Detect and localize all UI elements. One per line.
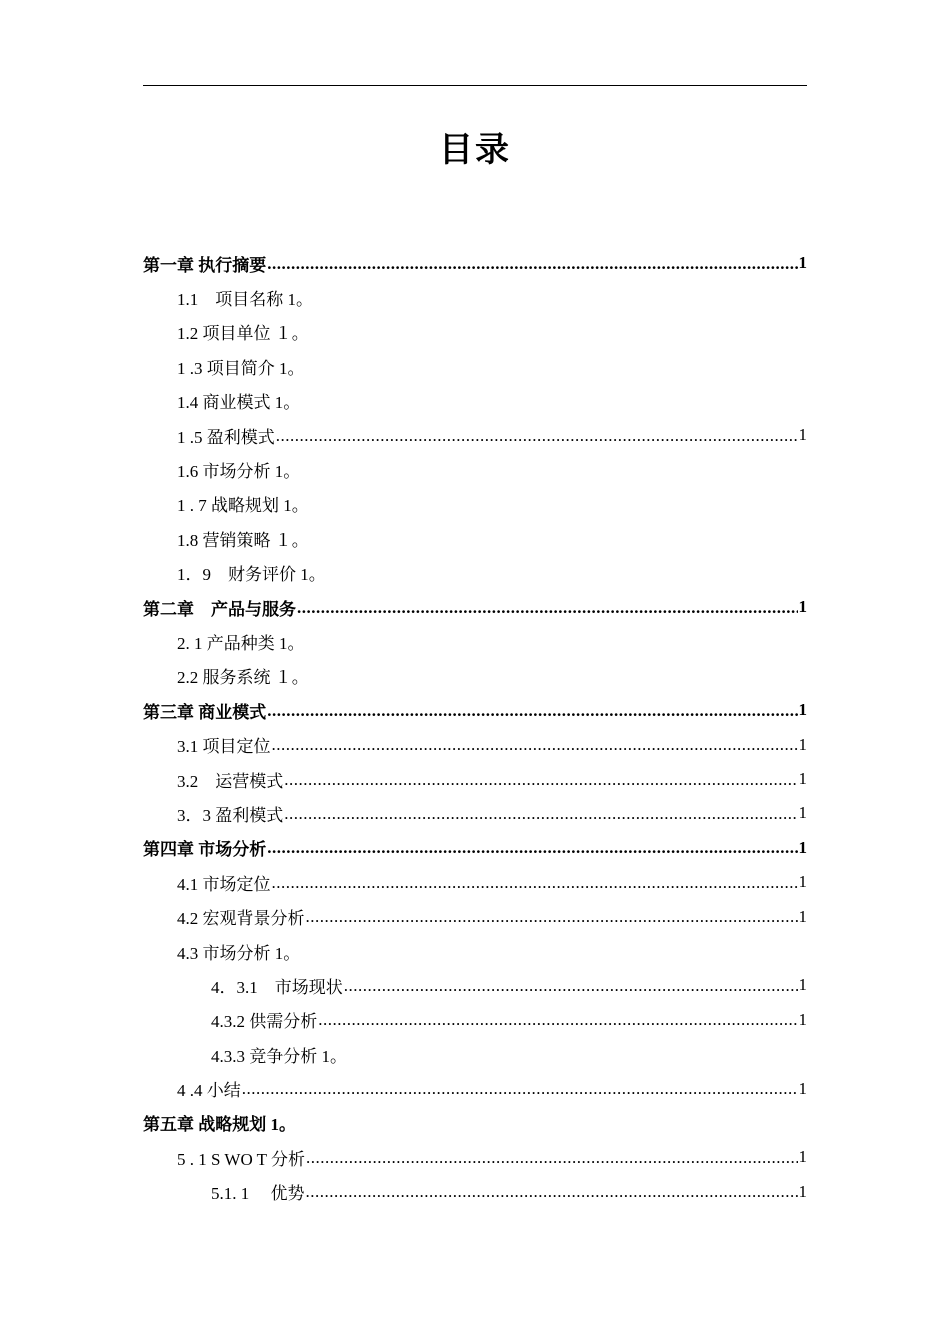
toc-page-number: 1 (798, 425, 807, 445)
toc-entry-text: 3．3 盈利模式 (177, 805, 284, 825)
toc-dot-leader (267, 839, 797, 856)
toc-entry[interactable] (143, 865, 807, 899)
toc-page-number: 1 (798, 700, 807, 720)
toc-page-number: 1 (798, 837, 807, 857)
toc-entry-text: 1 . 7 战略规划 1。 (177, 496, 309, 516)
toc-entry-text: 3.2 运营模式 (177, 771, 284, 791)
toc-entry-text: 第四章 市场分析 (143, 840, 267, 860)
toc-entry-text: 4．3.1 市场现状 (211, 977, 343, 997)
toc-dot-leader (318, 1011, 797, 1028)
toc-entry-text: 1．9 财务评价 1。 (177, 565, 326, 585)
toc-entry[interactable] (143, 831, 807, 865)
toc-dot-leader (306, 908, 798, 925)
toc-entry-text: 4.1 市场定位 (177, 874, 271, 894)
toc-dot-leader (306, 1183, 798, 1200)
toc-page-number: 1 (798, 597, 807, 617)
toc-entry[interactable] (143, 624, 807, 658)
toc-entry[interactable] (143, 762, 807, 796)
toc-entry[interactable] (143, 452, 807, 486)
toc-entry-text: 1.6 市场分析 1。 (177, 462, 301, 482)
toc-dot-leader (267, 702, 797, 719)
toc-entry-text: 1.4 商业模式 1。 (177, 393, 301, 413)
toc-entry-text: 4 .4 小结 (177, 1081, 241, 1101)
toc-entry[interactable] (143, 556, 807, 590)
toc-page-number: 1 (798, 253, 807, 273)
toc-entry-text: 1.2 项目单位 １。 (177, 324, 309, 344)
toc-page-number: 1 (798, 1147, 807, 1167)
table-of-contents (143, 246, 807, 1209)
toc-entry-text: 1 .5 盈利模式 (177, 427, 275, 447)
toc-dot-leader (344, 977, 798, 994)
toc-entry-text: 2.2 服务系统 １。 (177, 668, 309, 688)
toc-entry[interactable] (143, 693, 807, 727)
toc-entry[interactable] (143, 659, 807, 693)
toc-page-number: 1 (798, 734, 807, 754)
toc-page-number: 1 (798, 1009, 807, 1029)
toc-page-number: 1 (798, 1078, 807, 1098)
toc-entry-text: 4.2 宏观背景分析 (177, 909, 305, 929)
toc-entry[interactable] (143, 280, 807, 314)
toc-entry[interactable] (143, 590, 807, 624)
toc-entry[interactable] (143, 1003, 807, 1037)
toc-entry-text: 第三章 商业模式 (143, 702, 267, 722)
toc-page-number: 1 (798, 769, 807, 789)
toc-dot-leader (297, 599, 798, 616)
toc-entry[interactable] (143, 349, 807, 383)
toc-dot-leader (267, 255, 797, 272)
toc-entry[interactable] (143, 899, 807, 933)
toc-entry-text: 5.1. 1 优势 (211, 1184, 305, 1204)
toc-entry-text: 第二章 产品与服务 (143, 599, 296, 619)
toc-entry[interactable] (143, 384, 807, 418)
toc-entry[interactable] (143, 796, 807, 830)
toc-dot-leader (272, 736, 798, 753)
toc-entry-text: 3.1 项目定位 (177, 737, 271, 757)
toc-entry[interactable] (143, 934, 807, 968)
toc-entry[interactable] (143, 487, 807, 521)
page-title: 目录 (439, 130, 511, 170)
toc-page-number: 1 (798, 906, 807, 926)
toc-entry-text: 5 . 1 S WO T 分析 (177, 1149, 305, 1169)
toc-entry[interactable] (143, 246, 807, 280)
toc-entry[interactable] (143, 418, 807, 452)
toc-page-number: 1 (798, 975, 807, 995)
toc-page-number: 1 (798, 1181, 807, 1201)
toc-dot-leader (306, 1149, 798, 1166)
toc-entry-text: 第一章 执行摘要 (143, 255, 267, 275)
toc-page-number: 1 (798, 803, 807, 823)
toc-entry[interactable] (143, 521, 807, 555)
toc-entry[interactable] (143, 1071, 807, 1105)
toc-entry-text: 2. 1 产品种类 1。 (177, 633, 305, 653)
toc-dot-leader (242, 1080, 798, 1097)
header-rule (143, 85, 807, 86)
toc-dot-leader (272, 874, 798, 891)
toc-entry[interactable] (143, 727, 807, 761)
toc-page-number: 1 (798, 872, 807, 892)
toc-entry-text: 4.3 市场分析 1。 (177, 943, 301, 963)
toc-entry-text: 1 .3 项目简介 1。 (177, 358, 305, 378)
toc-entry[interactable] (143, 315, 807, 349)
toc-entry-text: 第五章 战略规划 1。 (143, 1115, 296, 1135)
toc-entry[interactable] (143, 1037, 807, 1071)
toc-entry-text: 1.8 营销策略 １。 (177, 530, 309, 550)
toc-dot-leader (276, 427, 798, 444)
toc-entry[interactable] (143, 1175, 807, 1209)
toc-entry-text: 4.3.3 竞争分析 1。 (211, 1046, 347, 1066)
toc-dot-leader (284, 805, 797, 822)
toc-entry-text: 4.3.2 供需分析 (211, 1012, 318, 1032)
toc-entry[interactable] (143, 1140, 807, 1174)
toc-page-number: 。 (296, 290, 313, 310)
toc-entry[interactable] (143, 1106, 807, 1140)
toc-entry[interactable] (143, 968, 807, 1002)
toc-entry-text: 1.1 项目名称 1 (177, 290, 296, 310)
toc-dot-leader (284, 771, 797, 788)
